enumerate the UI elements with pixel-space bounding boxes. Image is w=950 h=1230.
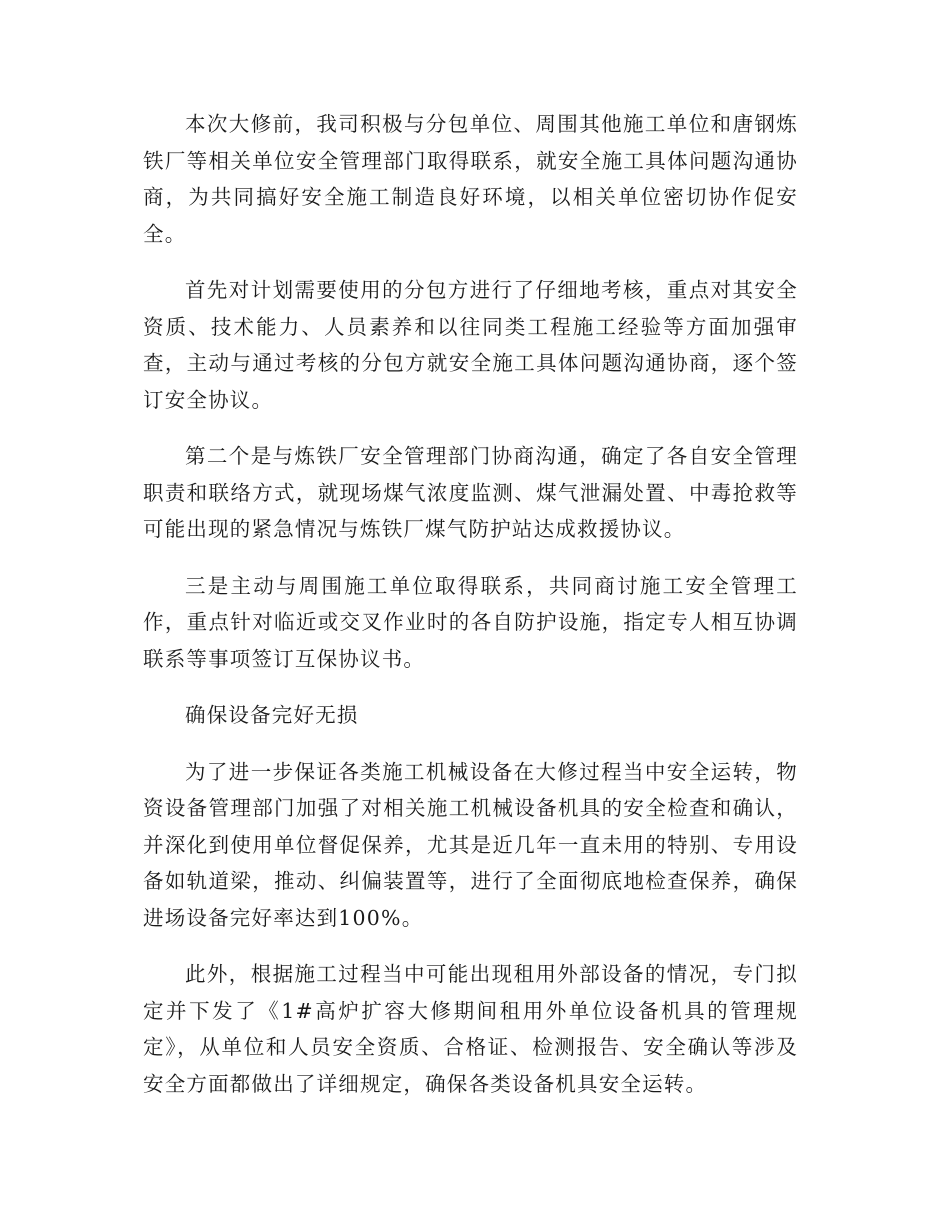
- paragraph-3: 第二个是与炼铁厂安全管理部门协商沟通，确定了各自安全管理职责和联络方式，就现场煤气浓度监测、煤气泄漏处置、中毒抢救等可能出现的紧急情况与炼铁厂煤气防护站达成救援协议。: [143, 444, 798, 541]
- paragraph-4: 三是主动与周围施工单位取得联系，共同商讨施工安全管理工作，重点针对临近或交叉作业时的各自防护设施，指定专人相互协调联系等事项签订互保协议书。: [143, 573, 798, 671]
- paragraph-6: 此外，根据施工过程当中可能出现租用外部设备的情况，专门拟定并下发了《1#高炉扩容大修期间租用外单位设备机具的管理规定》，从单位和人员安全资质、合格证、检测报告、安全确认等涉及安全方面都做出了详细规定，确保各类设备机具安全运转。: [143, 962, 798, 1096]
- document-body: [143, 106, 798, 1122]
- paragraph-5: 为了进一步保证各类施工机械设备在大修过程当中安全运转，物资设备管理部门加强了对相关施工机械设备机具的安全检查和确认，并深化到使用单位督促保养，尤其是近几年一直未用的特别、专用设备如轨道梁，推动、纠偏装置等，进行了全面彻底地检查保养，确保进场设备完好率达到100%。: [143, 759, 798, 930]
- paragraph-2: 首先对计划需要使用的分包方进行了仔细地考核，重点对其安全资质、技术能力、人员素养和以往同类工程施工经验等方面加强审查，主动与通过考核的分包方就安全施工具体问题沟通协商，逐个签订安全协议。: [143, 278, 798, 412]
- paragraph-1: 本次大修前，我司积极与分包单位、周围其他施工单位和唐钢炼铁厂等相关单位安全管理部门取得联系，就安全施工具体问题沟通协商，为共同搞好安全施工制造良好环境，以相关单位密切协作促安全。: [143, 112, 798, 246]
- section-heading: 确保设备完好无损: [185, 703, 359, 727]
